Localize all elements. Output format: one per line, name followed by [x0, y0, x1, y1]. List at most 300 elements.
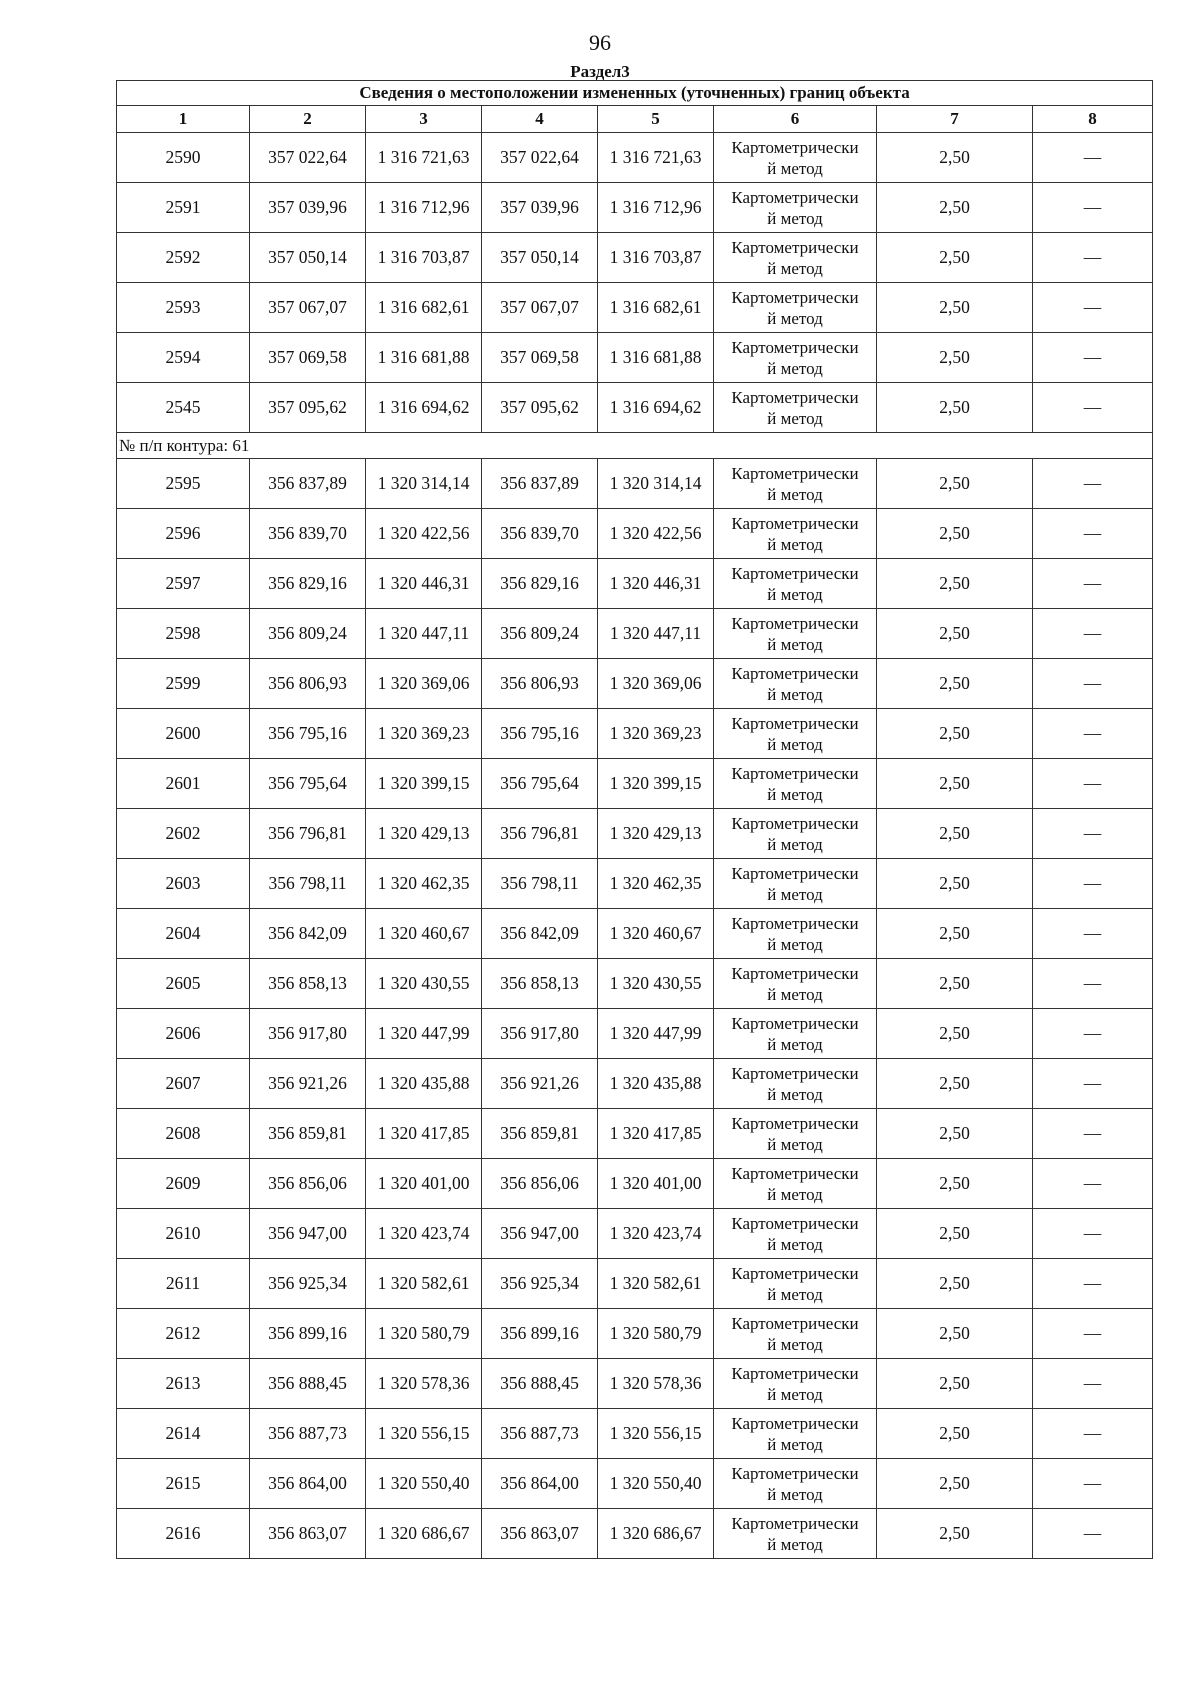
y-existing: 1 320 401,00	[366, 1159, 482, 1209]
point-number: 2616	[117, 1509, 250, 1559]
y-new: 1 316 694,62	[598, 383, 714, 433]
description: —	[1033, 133, 1153, 183]
description: —	[1033, 1509, 1153, 1559]
method-line-2: й метод	[767, 258, 823, 278]
method-line-2: й метод	[767, 634, 823, 654]
x-new: 356 856,06	[482, 1159, 598, 1209]
table-row	[117, 1109, 1153, 1159]
point-number: 2615	[117, 1459, 250, 1509]
accuracy: 2,50	[877, 1459, 1033, 1509]
point-number: 2599	[117, 659, 250, 709]
method	[714, 1509, 877, 1559]
column-number-7: 7	[877, 106, 1033, 133]
x-new: 356 859,81	[482, 1109, 598, 1159]
method-line-1: Картометрически	[731, 513, 859, 533]
method-line-1: Картометрически	[731, 1313, 859, 1333]
x-existing: 357 022,64	[250, 133, 366, 183]
description: —	[1033, 233, 1153, 283]
method-line-1: Картометрически	[731, 1063, 859, 1083]
description: —	[1033, 759, 1153, 809]
accuracy: 2,50	[877, 509, 1033, 559]
y-existing: 1 320 369,23	[366, 709, 482, 759]
point-number: 2614	[117, 1409, 250, 1459]
y-existing: 1 320 446,31	[366, 559, 482, 609]
point-number: 2591	[117, 183, 250, 233]
accuracy: 2,50	[877, 609, 1033, 659]
point-number: 2595	[117, 459, 250, 509]
point-number: 2606	[117, 1009, 250, 1059]
y-existing: 1 320 556,15	[366, 1409, 482, 1459]
description: —	[1033, 809, 1153, 859]
x-existing: 357 067,07	[250, 283, 366, 333]
x-existing: 356 917,80	[250, 1009, 366, 1059]
y-new: 1 320 369,06	[598, 659, 714, 709]
accuracy: 2,50	[877, 233, 1033, 283]
y-new: 1 320 447,99	[598, 1009, 714, 1059]
y-new: 1 320 556,15	[598, 1409, 714, 1459]
method	[714, 509, 877, 559]
method-line-2: й метод	[767, 1534, 823, 1554]
method	[714, 383, 877, 433]
accuracy: 2,50	[877, 183, 1033, 233]
y-new: 1 320 401,00	[598, 1159, 714, 1209]
method-line-2: й метод	[767, 1084, 823, 1104]
method-line-1: Картометрически	[731, 1513, 859, 1533]
method-line-1: Картометрически	[731, 237, 859, 257]
x-new: 356 798,11	[482, 859, 598, 909]
method-line-1: Картометрически	[731, 137, 859, 157]
method-line-2: й метод	[767, 1034, 823, 1054]
table-row	[117, 1259, 1153, 1309]
x-new: 356 809,24	[482, 609, 598, 659]
method-line-1: Картометрически	[731, 187, 859, 207]
x-existing: 356 795,16	[250, 709, 366, 759]
x-new: 357 022,64	[482, 133, 598, 183]
method-line-1: Картометрически	[731, 913, 859, 933]
description: —	[1033, 609, 1153, 659]
method	[714, 1209, 877, 1259]
table-row	[117, 1059, 1153, 1109]
description: —	[1033, 859, 1153, 909]
x-existing: 356 829,16	[250, 559, 366, 609]
column-number-1: 1	[117, 106, 250, 133]
accuracy: 2,50	[877, 909, 1033, 959]
method	[714, 959, 877, 1009]
accuracy: 2,50	[877, 1409, 1033, 1459]
method	[714, 1009, 877, 1059]
method-line-1: Картометрически	[731, 1363, 859, 1383]
point-number: 2609	[117, 1159, 250, 1209]
y-new: 1 320 686,67	[598, 1509, 714, 1559]
x-existing: 356 806,93	[250, 659, 366, 709]
y-new: 1 320 580,79	[598, 1309, 714, 1359]
method-line-1: Картометрически	[731, 1263, 859, 1283]
method	[714, 333, 877, 383]
point-number: 2611	[117, 1259, 250, 1309]
method-line-2: й метод	[767, 358, 823, 378]
method-line-1: Картометрически	[731, 863, 859, 883]
x-new: 356 947,00	[482, 1209, 598, 1259]
table-row	[117, 509, 1153, 559]
point-number: 2593	[117, 283, 250, 333]
method	[714, 759, 877, 809]
y-new: 1 320 435,88	[598, 1059, 714, 1109]
x-new: 356 863,07	[482, 1509, 598, 1559]
x-existing: 356 839,70	[250, 509, 366, 559]
method-line-1: Картометрически	[731, 663, 859, 683]
y-existing: 1 320 435,88	[366, 1059, 482, 1109]
x-existing: 356 863,07	[250, 1509, 366, 1559]
accuracy: 2,50	[877, 283, 1033, 333]
method	[714, 233, 877, 283]
accuracy: 2,50	[877, 1059, 1033, 1109]
y-new: 1 320 429,13	[598, 809, 714, 859]
x-new: 356 796,81	[482, 809, 598, 859]
method-line-2: й метод	[767, 884, 823, 904]
accuracy: 2,50	[877, 133, 1033, 183]
y-existing: 1 316 703,87	[366, 233, 482, 283]
table-row	[117, 709, 1153, 759]
method	[714, 1159, 877, 1209]
accuracy: 2,50	[877, 709, 1033, 759]
table-row	[117, 859, 1153, 909]
x-new: 357 050,14	[482, 233, 598, 283]
method-line-1: Картометрически	[731, 1113, 859, 1133]
column-number-5: 5	[598, 106, 714, 133]
column-number-2: 2	[250, 106, 366, 133]
x-new: 356 837,89	[482, 459, 598, 509]
y-new: 1 320 423,74	[598, 1209, 714, 1259]
y-new: 1 320 447,11	[598, 609, 714, 659]
y-existing: 1 320 582,61	[366, 1259, 482, 1309]
method-line-2: й метод	[767, 1234, 823, 1254]
method-line-2: й метод	[767, 208, 823, 228]
x-existing: 356 809,24	[250, 609, 366, 659]
description: —	[1033, 459, 1153, 509]
point-number: 2602	[117, 809, 250, 859]
description: —	[1033, 1109, 1153, 1159]
y-existing: 1 320 447,11	[366, 609, 482, 659]
x-existing: 356 796,81	[250, 809, 366, 859]
method-line-2: й метод	[767, 1134, 823, 1154]
x-new: 356 795,64	[482, 759, 598, 809]
method-line-1: Картометрически	[731, 1213, 859, 1233]
x-new: 356 888,45	[482, 1359, 598, 1409]
x-new: 357 067,07	[482, 283, 598, 333]
x-new: 357 069,58	[482, 333, 598, 383]
point-number: 2597	[117, 559, 250, 609]
y-existing: 1 320 578,36	[366, 1359, 482, 1409]
x-new: 356 864,00	[482, 1459, 598, 1509]
y-new: 1 320 460,67	[598, 909, 714, 959]
description: —	[1033, 1209, 1153, 1259]
method	[714, 659, 877, 709]
accuracy: 2,50	[877, 859, 1033, 909]
accuracy: 2,50	[877, 333, 1033, 383]
point-number: 2612	[117, 1309, 250, 1359]
table-row	[117, 1409, 1153, 1459]
x-existing: 356 888,45	[250, 1359, 366, 1409]
method	[714, 709, 877, 759]
x-existing: 356 858,13	[250, 959, 366, 1009]
x-existing: 356 837,89	[250, 459, 366, 509]
point-number: 2605	[117, 959, 250, 1009]
table-row	[117, 183, 1153, 233]
method-line-2: й метод	[767, 484, 823, 504]
table-row	[117, 1359, 1153, 1409]
contour-label: № п/п контура: 61	[117, 433, 1153, 459]
method-line-1: Картометрически	[731, 563, 859, 583]
accuracy: 2,50	[877, 659, 1033, 709]
description: —	[1033, 509, 1153, 559]
method	[714, 283, 877, 333]
x-new: 357 095,62	[482, 383, 598, 433]
accuracy: 2,50	[877, 1259, 1033, 1309]
x-existing: 356 842,09	[250, 909, 366, 959]
table-body	[117, 81, 1153, 1559]
x-existing: 356 795,64	[250, 759, 366, 809]
method	[714, 1309, 877, 1359]
x-existing: 356 925,34	[250, 1259, 366, 1309]
table-row	[117, 1509, 1153, 1559]
table-title-row	[117, 81, 1153, 106]
table-row	[117, 283, 1153, 333]
method-line-2: й метод	[767, 584, 823, 604]
method	[714, 1409, 877, 1459]
table-row	[117, 459, 1153, 509]
method	[714, 1259, 877, 1309]
method-line-1: Картометрически	[731, 1413, 859, 1433]
point-number: 2598	[117, 609, 250, 659]
table-title: Сведения о местоположении измененных (уточненных) границ объекта	[117, 81, 1153, 106]
table-row	[117, 909, 1153, 959]
point-number: 2596	[117, 509, 250, 559]
method-line-2: й метод	[767, 534, 823, 554]
table-row	[117, 609, 1153, 659]
description: —	[1033, 709, 1153, 759]
y-new: 1 320 369,23	[598, 709, 714, 759]
description: —	[1033, 1159, 1153, 1209]
point-number: 2613	[117, 1359, 250, 1409]
method-line-2: й метод	[767, 1284, 823, 1304]
method-line-2: й метод	[767, 1184, 823, 1204]
column-number-3: 3	[366, 106, 482, 133]
column-number-8: 8	[1033, 106, 1153, 133]
point-number: 2603	[117, 859, 250, 909]
y-new: 1 320 578,36	[598, 1359, 714, 1409]
description: —	[1033, 1009, 1153, 1059]
method-line-1: Картометрически	[731, 287, 859, 307]
accuracy: 2,50	[877, 1209, 1033, 1259]
column-number-6: 6	[714, 106, 877, 133]
method	[714, 559, 877, 609]
table-row	[117, 133, 1153, 183]
method-line-1: Картометрически	[731, 813, 859, 833]
description: —	[1033, 1259, 1153, 1309]
x-new: 357 039,96	[482, 183, 598, 233]
method-line-2: й метод	[767, 834, 823, 854]
accuracy: 2,50	[877, 1509, 1033, 1559]
method-line-2: й метод	[767, 1384, 823, 1404]
table-row	[117, 333, 1153, 383]
method-line-2: й метод	[767, 1484, 823, 1504]
method-line-1: Картометрически	[731, 1463, 859, 1483]
column-number-4: 4	[482, 106, 598, 133]
y-existing: 1 320 422,56	[366, 509, 482, 559]
accuracy: 2,50	[877, 1159, 1033, 1209]
method	[714, 1459, 877, 1509]
x-new: 356 806,93	[482, 659, 598, 709]
y-existing: 1 316 721,63	[366, 133, 482, 183]
x-existing: 357 095,62	[250, 383, 366, 433]
method-line-1: Картометрически	[731, 1163, 859, 1183]
y-existing: 1 320 399,15	[366, 759, 482, 809]
method	[714, 459, 877, 509]
method-line-1: Картометрически	[731, 963, 859, 983]
column-number-row	[117, 106, 1153, 133]
table-row	[117, 559, 1153, 609]
method	[714, 809, 877, 859]
point-number: 2610	[117, 1209, 250, 1259]
x-existing: 356 859,81	[250, 1109, 366, 1159]
method-line-1: Картометрически	[731, 763, 859, 783]
y-existing: 1 320 580,79	[366, 1309, 482, 1359]
x-existing: 356 921,26	[250, 1059, 366, 1109]
method-line-2: й метод	[767, 784, 823, 804]
x-new: 356 887,73	[482, 1409, 598, 1459]
method-line-2: й метод	[767, 308, 823, 328]
description: —	[1033, 383, 1153, 433]
method-line-2: й метод	[767, 734, 823, 754]
x-new: 356 858,13	[482, 959, 598, 1009]
y-new: 1 320 399,15	[598, 759, 714, 809]
table-row	[117, 383, 1153, 433]
y-new: 1 320 446,31	[598, 559, 714, 609]
y-new: 1 316 712,96	[598, 183, 714, 233]
point-number: 2594	[117, 333, 250, 383]
accuracy: 2,50	[877, 759, 1033, 809]
y-existing: 1 320 369,06	[366, 659, 482, 709]
point-number: 2601	[117, 759, 250, 809]
method-line-2: й метод	[767, 984, 823, 1004]
point-number: 2590	[117, 133, 250, 183]
x-existing: 357 069,58	[250, 333, 366, 383]
x-existing: 356 864,00	[250, 1459, 366, 1509]
point-number: 2592	[117, 233, 250, 283]
x-existing: 356 798,11	[250, 859, 366, 909]
description: —	[1033, 1409, 1153, 1459]
y-new: 1 320 430,55	[598, 959, 714, 1009]
y-existing: 1 320 550,40	[366, 1459, 482, 1509]
x-new: 356 829,16	[482, 559, 598, 609]
y-new: 1 320 550,40	[598, 1459, 714, 1509]
method-line-2: й метод	[767, 158, 823, 178]
table-row	[117, 659, 1153, 709]
method-line-1: Картометрически	[731, 1013, 859, 1033]
table-row	[117, 233, 1153, 283]
y-new: 1 320 462,35	[598, 859, 714, 909]
table-row	[117, 1159, 1153, 1209]
table-row	[117, 809, 1153, 859]
y-new: 1 320 314,14	[598, 459, 714, 509]
x-existing: 357 050,14	[250, 233, 366, 283]
y-existing: 1 316 694,62	[366, 383, 482, 433]
description: —	[1033, 1309, 1153, 1359]
y-new: 1 320 417,85	[598, 1109, 714, 1159]
method	[714, 1059, 877, 1109]
x-existing: 356 899,16	[250, 1309, 366, 1359]
method	[714, 133, 877, 183]
method	[714, 1359, 877, 1409]
y-existing: 1 320 417,85	[366, 1109, 482, 1159]
y-new: 1 316 681,88	[598, 333, 714, 383]
x-new: 356 899,16	[482, 1309, 598, 1359]
x-new: 356 925,34	[482, 1259, 598, 1309]
x-new: 356 839,70	[482, 509, 598, 559]
method-line-2: й метод	[767, 408, 823, 428]
x-new: 356 921,26	[482, 1059, 598, 1109]
method-line-1: Картометрически	[731, 463, 859, 483]
y-existing: 1 320 430,55	[366, 959, 482, 1009]
method-line-1: Картометрически	[731, 713, 859, 733]
description: —	[1033, 559, 1153, 609]
method-line-2: й метод	[767, 934, 823, 954]
accuracy: 2,50	[877, 959, 1033, 1009]
y-existing: 1 320 423,74	[366, 1209, 482, 1259]
table-row	[117, 1009, 1153, 1059]
description: —	[1033, 959, 1153, 1009]
x-existing: 356 887,73	[250, 1409, 366, 1459]
section-label: Раздел3	[570, 62, 630, 81]
description: —	[1033, 183, 1153, 233]
method	[714, 1109, 877, 1159]
point-number: 2608	[117, 1109, 250, 1159]
boundary-table	[116, 80, 1153, 1559]
accuracy: 2,50	[877, 1309, 1033, 1359]
y-new: 1 320 582,61	[598, 1259, 714, 1309]
point-number: 2604	[117, 909, 250, 959]
x-existing: 356 856,06	[250, 1159, 366, 1209]
method	[714, 909, 877, 959]
table-row	[117, 1309, 1153, 1359]
y-existing: 1 320 429,13	[366, 809, 482, 859]
method-line-2: й метод	[767, 684, 823, 704]
method	[714, 183, 877, 233]
description: —	[1033, 1059, 1153, 1109]
table-row	[117, 959, 1153, 1009]
y-new: 1 316 721,63	[598, 133, 714, 183]
y-existing: 1 320 314,14	[366, 459, 482, 509]
point-number: 2607	[117, 1059, 250, 1109]
method	[714, 859, 877, 909]
y-existing: 1 316 681,88	[366, 333, 482, 383]
page-number: 96	[589, 30, 611, 55]
method-line-1: Картометрически	[731, 613, 859, 633]
point-number: 2545	[117, 383, 250, 433]
x-new: 356 795,16	[482, 709, 598, 759]
description: —	[1033, 283, 1153, 333]
accuracy: 2,50	[877, 459, 1033, 509]
y-new: 1 320 422,56	[598, 509, 714, 559]
accuracy: 2,50	[877, 383, 1033, 433]
method	[714, 609, 877, 659]
y-existing: 1 320 460,67	[366, 909, 482, 959]
y-existing: 1 320 462,35	[366, 859, 482, 909]
y-existing: 1 316 712,96	[366, 183, 482, 233]
method-line-2: й метод	[767, 1334, 823, 1354]
description: —	[1033, 1459, 1153, 1509]
x-new: 356 842,09	[482, 909, 598, 959]
